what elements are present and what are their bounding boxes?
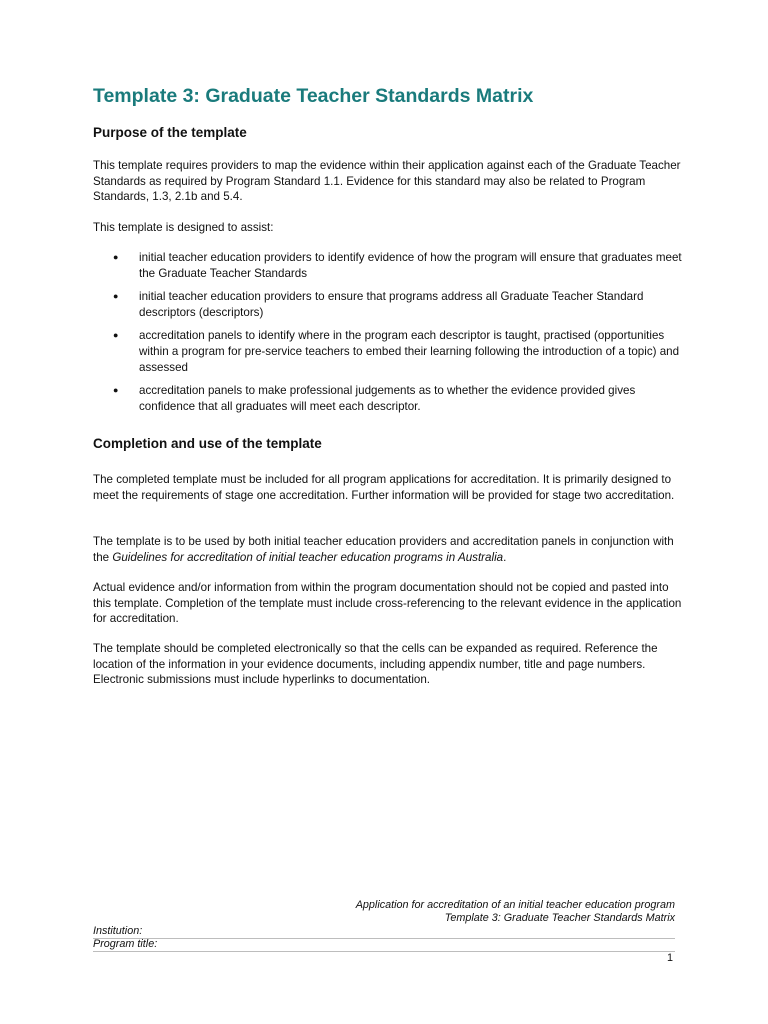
program-title-rule (93, 951, 675, 952)
completion-paragraph-2: The template is to be used by both initial teacher education providers and accreditation panels in conjunction with the Guidelines for accreditation of initial teacher education programs in Australia. (93, 535, 674, 564)
program-title-label: Program title: (93, 938, 158, 950)
guidelines-title: Guidelines for accreditation of initial teacher education programs in Australia (112, 550, 504, 564)
footer-template-title: Template 3: Graduate Teacher Standards Matrix (444, 912, 675, 924)
bullet-icon: ● (113, 291, 119, 302)
list-item: ● initial teacher education providers to ensure that programs address all Graduate Teacher Standard descriptors (descriptors) (113, 290, 644, 319)
purpose-bullet-list (93, 250, 683, 422)
list-item: ● accreditation panels to make professional judgements as to whether the evidence provided gives confidence that all graduates will meet each descriptor. (113, 384, 636, 413)
bullet-icon: ● (113, 330, 119, 341)
institution-label: Institution: (93, 925, 143, 937)
footer-document-title: Application for accreditation of an initial teacher education program (355, 899, 675, 911)
page-title: Template 3: Graduate Teacher Standards Matrix (93, 85, 534, 107)
page-number: 1 (666, 952, 673, 964)
list-item: ● accreditation panels to identify where in the program each descriptor is taught, practised (opportunities within a program for pre-service teachers to embed their learning following the introduction of a topic) and assessed (113, 329, 680, 374)
bullet-icon: ● (113, 385, 119, 396)
footer-institution-field (93, 925, 675, 938)
purpose-paragraph-2: This template is designed to assist: (93, 221, 274, 234)
bullet-icon: ● (113, 252, 119, 262)
completion-heading: Completion and use of the template (93, 436, 322, 451)
purpose-heading: Purpose of the template (93, 125, 247, 140)
purpose-paragraph-1: This template requires providers to map the evidence within their application against each of the Graduate Teacher Standards as required by Program Standard 1.1. Evidence for this standard may also be related to Program Standards, 1.3, 2.1b and 5.4. (93, 159, 681, 204)
completion-paragraph-4: The template should be completed electronically so that the cells can be expanded as required. Reference the location of the information in your evidence documents, including appendix number, title and page numbers. Electronic submissions must include hyperlinks to documentation. (93, 642, 658, 687)
list-item: ● initial teacher education providers to identify evidence of how the program will ensure that graduates meet the Graduate Teacher Standards (113, 251, 682, 280)
footer-program-title-field (93, 938, 675, 951)
completion-paragraph-1: The completed template must be included for all program applications for accreditation. It is primarily designed to meet the requirements of stage one accreditation. Further information will be provided for stage two accreditation. (93, 473, 675, 502)
completion-paragraph-3: Actual evidence and/or information from within the program documentation should not be copied and pasted into this template. Completion of the template must include cross-referencing to the relevant evidence in the application for accreditation. (93, 581, 682, 626)
